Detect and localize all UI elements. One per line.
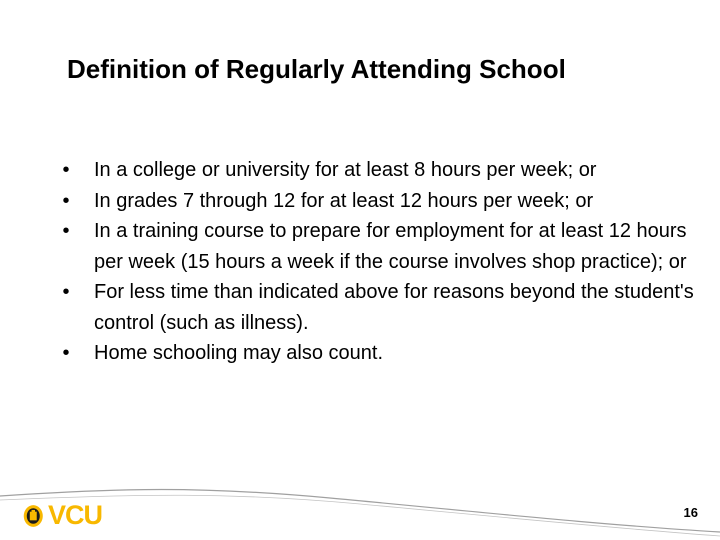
bullet-icon: •: [62, 342, 70, 364]
page-number: 16: [683, 505, 698, 520]
bullet-item: [58, 338, 708, 369]
bullet-item: [58, 155, 708, 186]
vcu-logo-text: VCU: [48, 500, 103, 530]
bullet-item: [58, 216, 708, 277]
bullet-icon: •: [62, 189, 70, 212]
bullet-text: Home schooling may also count.: [94, 342, 384, 364]
bullet-text: For less time than indicated above for reasons beyond the student's control (such as illness).: [94, 281, 694, 334]
bullet-item: [58, 277, 708, 338]
bullet-text: In grades 7 through 12 for at least 12 hours per week; or: [94, 189, 594, 212]
slide-title: Definition of Regularly Attending School: [67, 54, 566, 84]
bullet-text: In a college or university for at least 8 hours per week; or: [94, 159, 597, 181]
footer-divider: [0, 470, 720, 540]
bullet-icon: •: [62, 281, 70, 303]
bullet-icon: •: [62, 159, 70, 181]
bullet-icon: •: [62, 220, 70, 242]
bullet-list: [58, 155, 708, 369]
bullet-text: In a training course to prepare for employment for at least 12 hours per week (15 hours a week if the course involves shop practice); or: [94, 220, 687, 273]
bullet-item: [58, 186, 708, 217]
vcu-seal-icon: [22, 501, 48, 531]
